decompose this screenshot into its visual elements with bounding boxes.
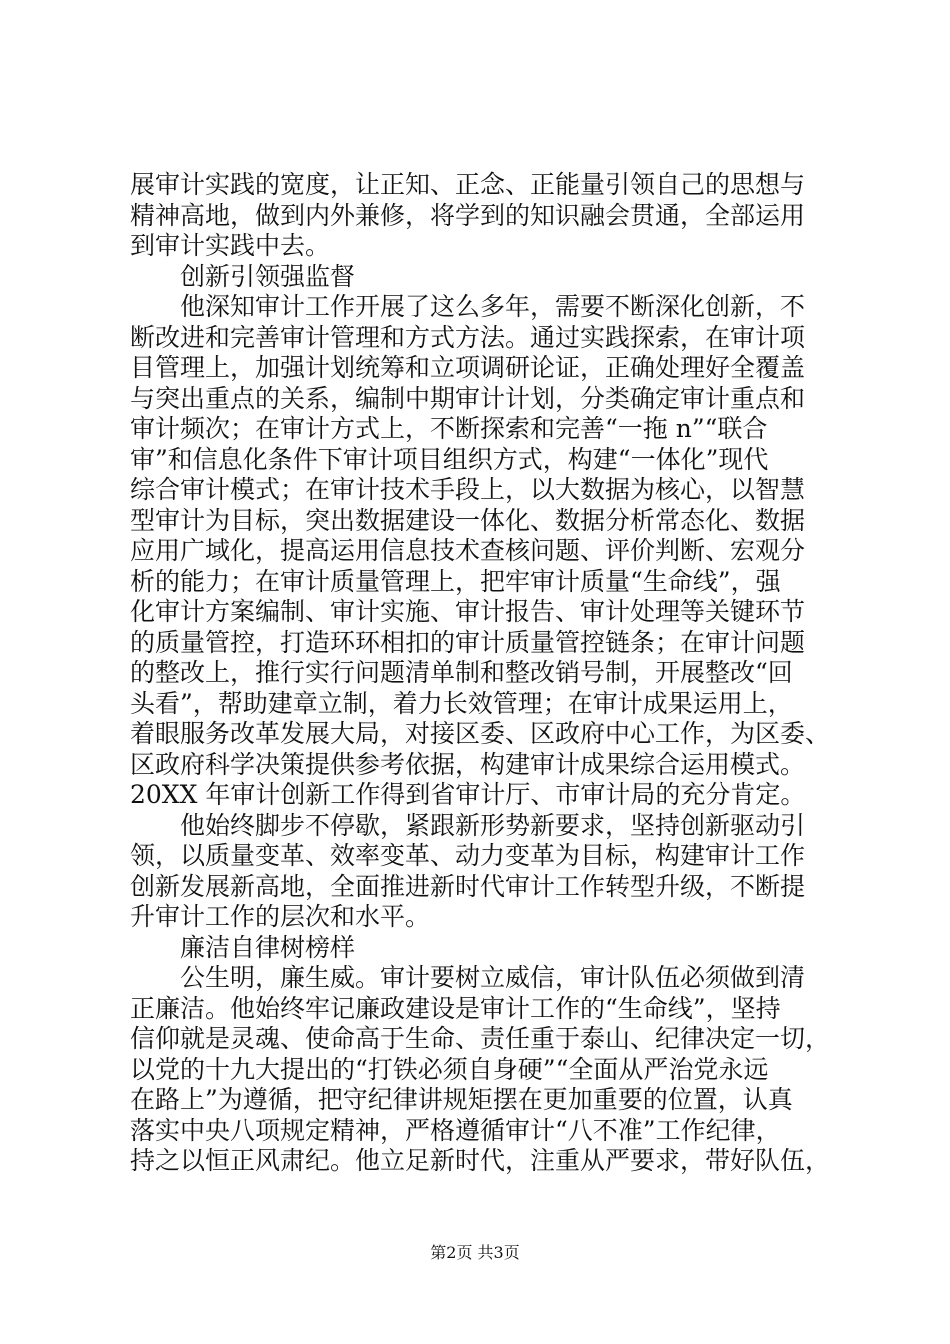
text-line: 审”和信息化条件下审计项目组织方式，构建“一体化”现代: [130, 444, 769, 474]
document-body: [130, 170, 830, 1177]
text-line: 析的能力；在审计质量管理上，把牢审计质量“生命线”，强: [130, 566, 781, 596]
text-line: 在路上”为遵循，把守纪律讲规矩摆在更加重要的位置，认真: [130, 1085, 793, 1114]
page-footer: 第2页 共3页: [430, 1243, 520, 1262]
text-line: 精神高地，做到内外兼修，将学到的知识融会贯通，全部运用: [130, 200, 806, 230]
text-line: 综合审计模式；在审计技术手段上，以大数据为核心，以智慧: [130, 475, 806, 504]
text-line: 持之以恒正风肃纪。他立足新时代，注重从严要求，带好队伍，: [130, 1146, 830, 1175]
text-line: 的整改上，推行实行问题清单制和整改销号制，开展整改“回: [130, 658, 793, 687]
text-line: 信仰就是灵魂、使命高于生命、责任重于泰山、纪律决定一切，: [130, 1024, 830, 1053]
text-line: 与突出重点的关系，编制中期审计计划，分类确定审计重点和: [130, 383, 806, 413]
text-line: 创新发展新高地，全面推进新时代审计工作转型升级，不断提: [130, 871, 806, 901]
text-line: 展审计实践的宽度，让正知、正念、正能量引领自己的思想与: [130, 170, 806, 199]
text-line: 目管理上，加强计划统筹和立项调研论证，正确处理好全覆盖: [130, 353, 806, 382]
text-line: 化审计方案编制、审计实施、审计报告、审计处理等关键环节: [130, 597, 806, 626]
text-line: 的质量管控，打造环环相扣的审计质量管控链条；在审计问题: [130, 627, 806, 657]
paragraph-start-line: 廉洁自律树榜样: [180, 932, 356, 962]
paragraph-start-line: 他深知审计工作开展了这么多年，需要不断深化创新，不: [180, 292, 806, 321]
text-line: 审计频次；在审计方式上，不断探索和完善“一拖 n”“联合: [130, 414, 768, 443]
text-line: 落实中央八项规定精神，严格遵循审计“八不准”工作纪律，: [130, 1115, 781, 1145]
text-line: 断改进和完善审计管理和方式方法。通过实践探索，在审计项: [130, 322, 806, 352]
text-line: 应用广域化，提高运用信息技术查核问题、评价判断、宏观分: [130, 536, 806, 565]
text-line: 头看”，帮助建章立制，着力长效管理；在审计成果运用上，: [130, 688, 793, 718]
paragraph-start-line: 创新引领强监督: [180, 261, 356, 291]
text-line: 着眼服务改革发展大局，对接区委、区政府中心工作，为区委、: [130, 719, 830, 748]
text-line: 升审计工作的层次和水平。: [130, 902, 431, 931]
text-line: 区政府科学决策提供参考依据，构建审计成果综合运用模式。: [130, 749, 806, 779]
paragraph-start-line: 他始终脚步不停歇，紧跟新形势新要求，坚持创新驱动引: [180, 810, 806, 840]
paragraph-start-line: 公生明，廉生威。审计要树立威信，审计队伍必须做到清: [180, 963, 806, 992]
text-line: 20XX 年审计创新工作得到省审计厅、市审计局的充分肯定。: [130, 780, 806, 809]
text-line: 以党的十九大提出的“打铁必须自身硬”“全面从严治党永远: [130, 1054, 769, 1084]
text-line: 型审计为目标，突出数据建设一体化、数据分析常态化、数据: [130, 505, 806, 535]
text-line: 正廉洁。他始终牢记廉政建设是审计工作的“生命线”，坚持: [130, 993, 781, 1023]
text-line: 领，以质量变革、效率变革、动力变革为目标，构建审计工作: [130, 841, 806, 870]
text-line: 到审计实践中去。: [130, 231, 331, 260]
